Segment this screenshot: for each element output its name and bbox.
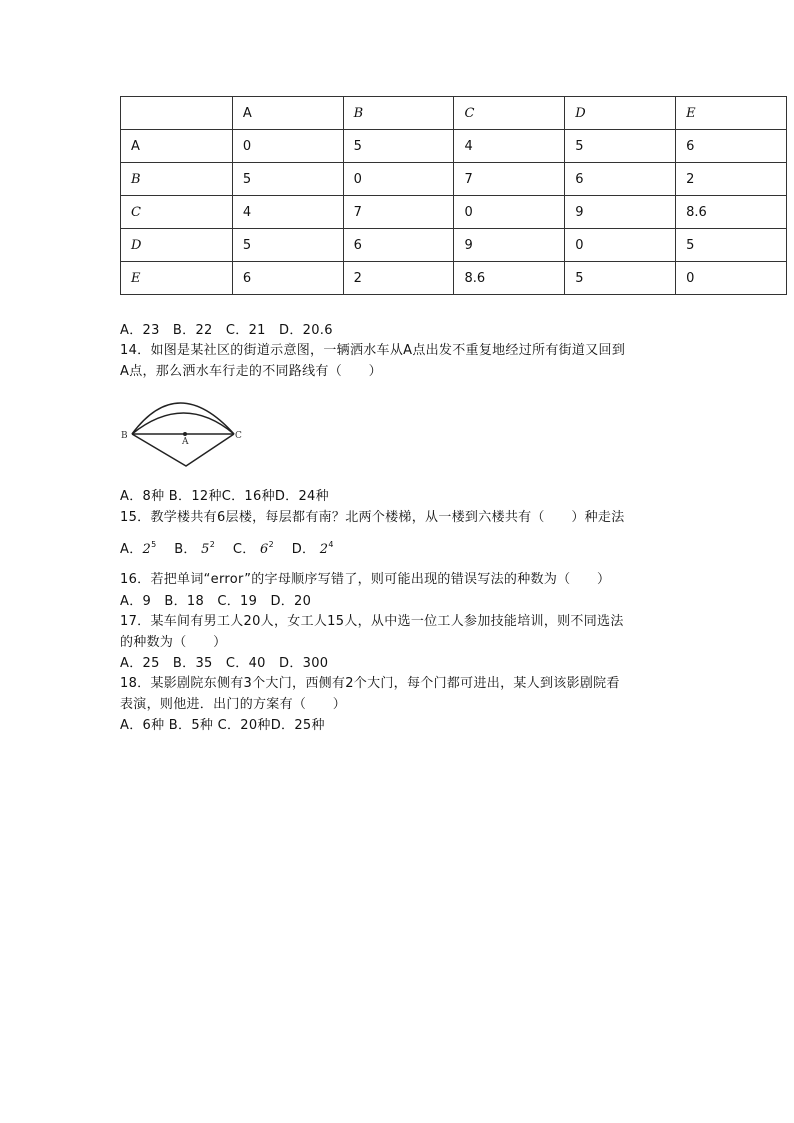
- row-label: C: [121, 196, 233, 229]
- table-cell: 9: [565, 196, 676, 229]
- table-cell: 4: [454, 130, 565, 163]
- table-cell: 6: [232, 262, 343, 295]
- q15-opt-b-base: 5: [201, 542, 210, 557]
- table-cell: 7: [454, 163, 565, 196]
- q15-opt-b-exp: 2: [209, 540, 216, 549]
- q15-text-line1: 15．教学楼共有6层楼，每层都有南？北两个楼梯，从一楼到六楼共有（ ）种走法: [120, 510, 625, 525]
- table-cell: 5: [232, 229, 343, 262]
- q18-text-line2: 表演，则他进．出门的方案有（ ）: [120, 697, 347, 712]
- table-cell: 6: [343, 229, 454, 262]
- table-header-cell: B: [343, 97, 454, 130]
- q13-options: A．23 B．22 C．21 D．20.6: [120, 323, 333, 338]
- table-row: [121, 196, 787, 229]
- label-b: B: [121, 431, 128, 441]
- table-cell: 0: [343, 163, 454, 196]
- table-row: [121, 262, 787, 295]
- table-cell: 6: [676, 130, 787, 163]
- table-cell: 2: [676, 163, 787, 196]
- street-diagram: [118, 390, 248, 470]
- table-row: [121, 229, 787, 262]
- table-cell: 0: [565, 229, 676, 262]
- outer-arc: [132, 403, 234, 434]
- q14-options: A．8种 B．12种C．16种D．24种: [120, 489, 329, 504]
- table-cell: 8.6: [454, 262, 565, 295]
- q18-options: A．6种 B．5种 C．20种D．25种: [120, 718, 325, 733]
- table-cell: 2: [343, 262, 454, 295]
- q15-opt-d-label: D．: [291, 542, 316, 557]
- q16-text-line1: 16．若把单词“error”的字母顺序写错了，则可能出现的错误写法的种数为（ ）: [120, 572, 611, 587]
- table-cell: 0: [232, 130, 343, 163]
- q17-options: A．25 B．35 C．40 D．300: [120, 656, 329, 671]
- q17-text-line2: 的种数为（ ）: [120, 635, 227, 650]
- table-row: [121, 163, 787, 196]
- table-cell: 5: [343, 130, 454, 163]
- table-header-cell: D: [565, 97, 676, 130]
- q15-opt-c-exp: 2: [268, 540, 274, 549]
- table-cell: 0: [676, 262, 787, 295]
- q15-opt-a-exp: 5: [151, 540, 157, 549]
- table-cell: 6: [565, 163, 676, 196]
- table-header-cell: C: [454, 97, 565, 130]
- q15-options: [120, 538, 334, 557]
- table-cell: 8.6: [676, 196, 787, 229]
- q18-text-line1: 18．某影剧院东侧有3个大门，西侧有2个大门，每个门都可进出，某人到该影剧院看: [120, 676, 620, 691]
- table-cell: 7: [343, 196, 454, 229]
- table-cell: 9: [454, 229, 565, 262]
- row-label: A: [121, 130, 233, 163]
- row-label: D: [121, 229, 233, 262]
- q15-opt-a-label: A．: [120, 542, 143, 557]
- q15-opt-d-exp: 4: [328, 540, 334, 549]
- label-a: A: [182, 437, 189, 447]
- q15-opt-a-base: 2: [142, 542, 152, 557]
- point-a: [183, 432, 187, 436]
- q14-text-line2: A点，那么洒水车行走的不同路线有（ ）: [120, 364, 382, 379]
- table-header-row: [121, 97, 787, 130]
- row-label: E: [121, 262, 233, 295]
- table-cell: 5: [565, 130, 676, 163]
- table-cell: 5: [676, 229, 787, 262]
- q15-opt-b-label: B．: [174, 542, 197, 557]
- q15-opt-c-label: C．: [232, 542, 256, 557]
- q15-opt-d-base: 2: [319, 542, 329, 557]
- q17-text-line1: 17．某车间有男工人20人，女工人15人，从中选一位工人参加技能培训，则不同选法: [120, 614, 624, 629]
- table-cell: 4: [232, 196, 343, 229]
- q16-options: A．9 B．18 C．19 D．20: [120, 594, 312, 609]
- distance-table: [120, 96, 787, 295]
- table-header-cell: E: [676, 97, 787, 130]
- q15-opt-c-base: 6: [260, 542, 269, 557]
- table-row: [121, 130, 787, 163]
- row-label: B: [121, 163, 233, 196]
- table-header-cell: [121, 97, 233, 130]
- label-c: C: [235, 431, 242, 441]
- table-cell: 5: [232, 163, 343, 196]
- table-cell: 0: [454, 196, 565, 229]
- table-cell: 5: [565, 262, 676, 295]
- table-header-cell: A: [232, 97, 343, 130]
- q14-text-line1: 14．如图是某社区的街道示意图，一辆洒水车从A点出发不重复地经过所有街道又回到: [120, 343, 626, 358]
